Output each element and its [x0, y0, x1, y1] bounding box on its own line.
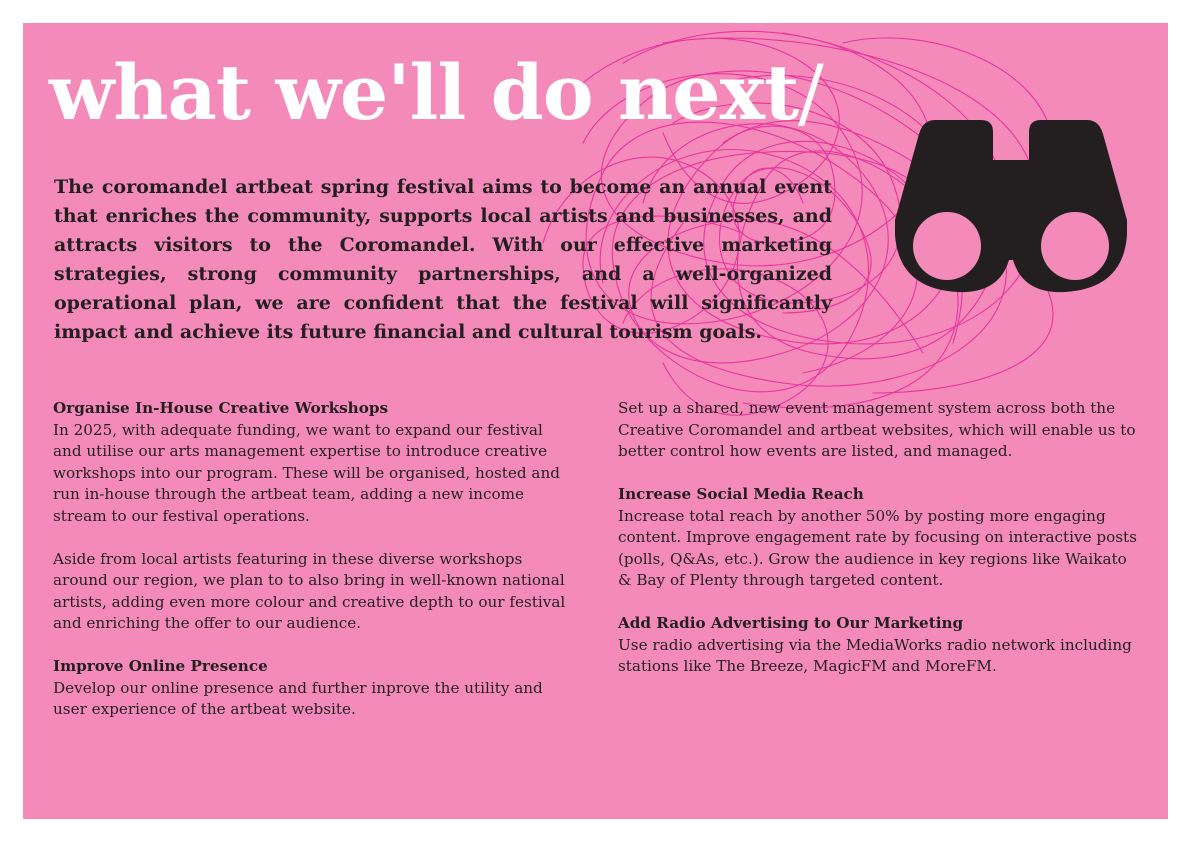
spacer — [53, 527, 573, 549]
page-title — [49, 43, 823, 143]
right-column — [618, 398, 1138, 678]
spacer — [618, 463, 1138, 485]
page-title-text: what we'll do next — [49, 48, 799, 137]
online-presence-heading: Improve Online Presence — [53, 657, 268, 675]
radio-section — [618, 613, 1138, 678]
social-media-body: Increase total reach by another 50% by posting more engaging content. Improve engagement rate by focusing on interactive posts (polls, Q&As, etc.). Grow the audience in key regions like Waikato & Bay of Plenty through targeted content. — [618, 506, 1137, 589]
workshops-paragraph-2: Aside from local artists featuring in these diverse workshops around our region, we plan to to also bring in well-known national artists, adding even more colour and creative depth to our festival and enriching the offer to our audience. — [53, 549, 566, 632]
spacer — [53, 635, 573, 657]
workshops-paragraph-1: In 2025, with adequate funding, we want to expand our festival and utilise our arts management expertise to introduce creative workshops into our program. These will be organised, hosted and run in-house through the artbeat team, adding a new income stream to our festival operations. — [53, 420, 560, 525]
online-presence-section — [53, 656, 573, 721]
intro-paragraph: The coromandel artbeat spring festival aims to become an annual event that enriches the community, supports local artists and businesses, and attracts visitors to the Coromandel. With our effective marketing strategies, strong community partnerships, and a well-organized operational plan, we are confident that the festival will significantly impact and achieve its future financial and cultural tourism goals. — [54, 176, 832, 343]
spacer — [618, 592, 1138, 614]
social-media-heading: Increase Social Media Reach — [618, 485, 864, 503]
radio-heading: Add Radio Advertising to Our Marketing — [618, 614, 964, 632]
title-slash: / — [798, 48, 823, 137]
event-system-body: Set up a shared, new event management system across both the Creative Coromandel and artbeat websites, which will enable us to better control how events are listed, and managed. — [618, 399, 1136, 460]
left-column — [53, 398, 573, 721]
social-media-section — [618, 484, 1138, 592]
workshops-heading: Organise In-House Creative Workshops — [53, 399, 388, 417]
binoculars-icon — [895, 120, 1127, 296]
workshops-section — [53, 398, 573, 635]
page-panel — [23, 23, 1168, 819]
radio-body: Use radio advertising via the MediaWorks radio network including stations like The Breeze, MagicFM and MoreFM. — [618, 635, 1132, 675]
online-presence-body: Develop our online presence and further inprove the utility and user experience of the artbeat website. — [53, 678, 543, 718]
